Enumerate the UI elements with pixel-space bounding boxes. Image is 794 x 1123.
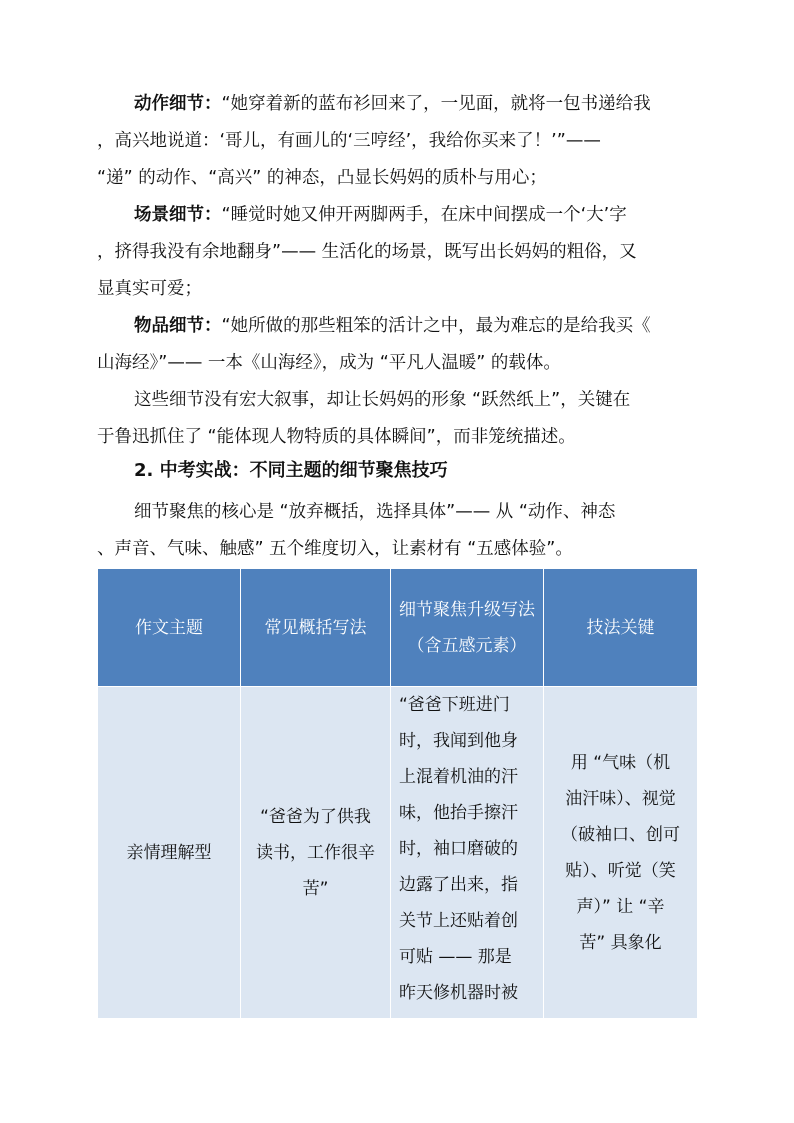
text-line: 显真实可爱； <box>97 279 202 299</box>
header-common-writing: 常见概括写法 <box>241 569 391 687</box>
paragraph-summary <box>97 382 697 456</box>
scene-detail-label: 场景细节： <box>134 205 222 225</box>
text-line: 细节聚焦的核心是 “放弃概括，选择具体”—— 从 “动作、神态 <box>134 502 616 522</box>
cell-upgrade-writing: “爸爸下班进门 时，我闻到他身 上混着机油的汗 味，他抬手擦汗 时，袖口磨破的 边露了出来，指 关节上还贴着创 可贴 —— 那是 昨天修机器时被 <box>391 687 544 1019</box>
text-line: 、声音、气味、触感” 五个维度切入，让素材有 “五感体验”。 <box>97 539 573 559</box>
cell-common-writing: “爸爸为了供我 读书，工作很辛 苦” <box>241 687 391 1019</box>
header-theme: 作文主题 <box>98 569 241 687</box>
paragraph-action-detail <box>97 86 697 197</box>
object-detail-label: 物品细节： <box>134 316 222 336</box>
text-line: 这些细节没有宏大叙事，却让长妈妈的形象 “跃然纸上”，关键在 <box>134 390 631 410</box>
text-line: ，挤得我没有余地翻身”—— 生活化的场景，既写出长妈妈的粗俗，又 <box>97 242 637 262</box>
text-line: 于鲁迅抓住了 “能体现人物特质的具体瞬间”，而非笼统描述。 <box>97 427 576 447</box>
text-line: ，高兴地说道：‘哥儿，有画儿的‘三哼经’，我给你买来了！’”—— <box>97 131 601 151</box>
table-header-row <box>98 569 698 687</box>
text-line: “递” 的动作、“高兴” 的神态，凸显长妈妈的质朴与用心； <box>97 168 547 188</box>
header-upgrade-writing: 细节聚焦升级写法（含五感元素） <box>391 569 544 687</box>
action-detail-label: 动作细节： <box>134 94 222 114</box>
paragraph-scene-detail <box>97 197 697 308</box>
paragraph-object-detail <box>97 308 697 382</box>
text-line: 山海经》”—— 一本《山海经》，成为 “平凡人温暖” 的载体。 <box>97 353 561 373</box>
text-line: 物品细节：“她所做的那些粗笨的活计之中，最为难忘的是给我买《 <box>134 316 651 336</box>
paragraph-intro <box>97 494 697 568</box>
table-row <box>98 687 698 1019</box>
cell-technique-key: 用 “气味（机 油汗味）、视觉 （破袖口、创可 贴）、听觉（笑 声）” 让 “辛 苦” 具象化 <box>544 687 698 1019</box>
section-heading: 2. 中考实战：不同主题的细节聚焦技巧 <box>134 460 448 481</box>
technique-table <box>97 568 698 1019</box>
text-line: 动作细节：“她穿着新的蓝布衫回来了，一见面，就将一包书递给我 <box>134 94 651 114</box>
text-line: 场景细节：“睡觉时她又伸开两脚两手，在床中间摆成一个‘大’字 <box>134 205 627 225</box>
cell-theme: 亲情理解型 <box>98 687 241 1019</box>
header-technique-key: 技法关键 <box>544 569 698 687</box>
